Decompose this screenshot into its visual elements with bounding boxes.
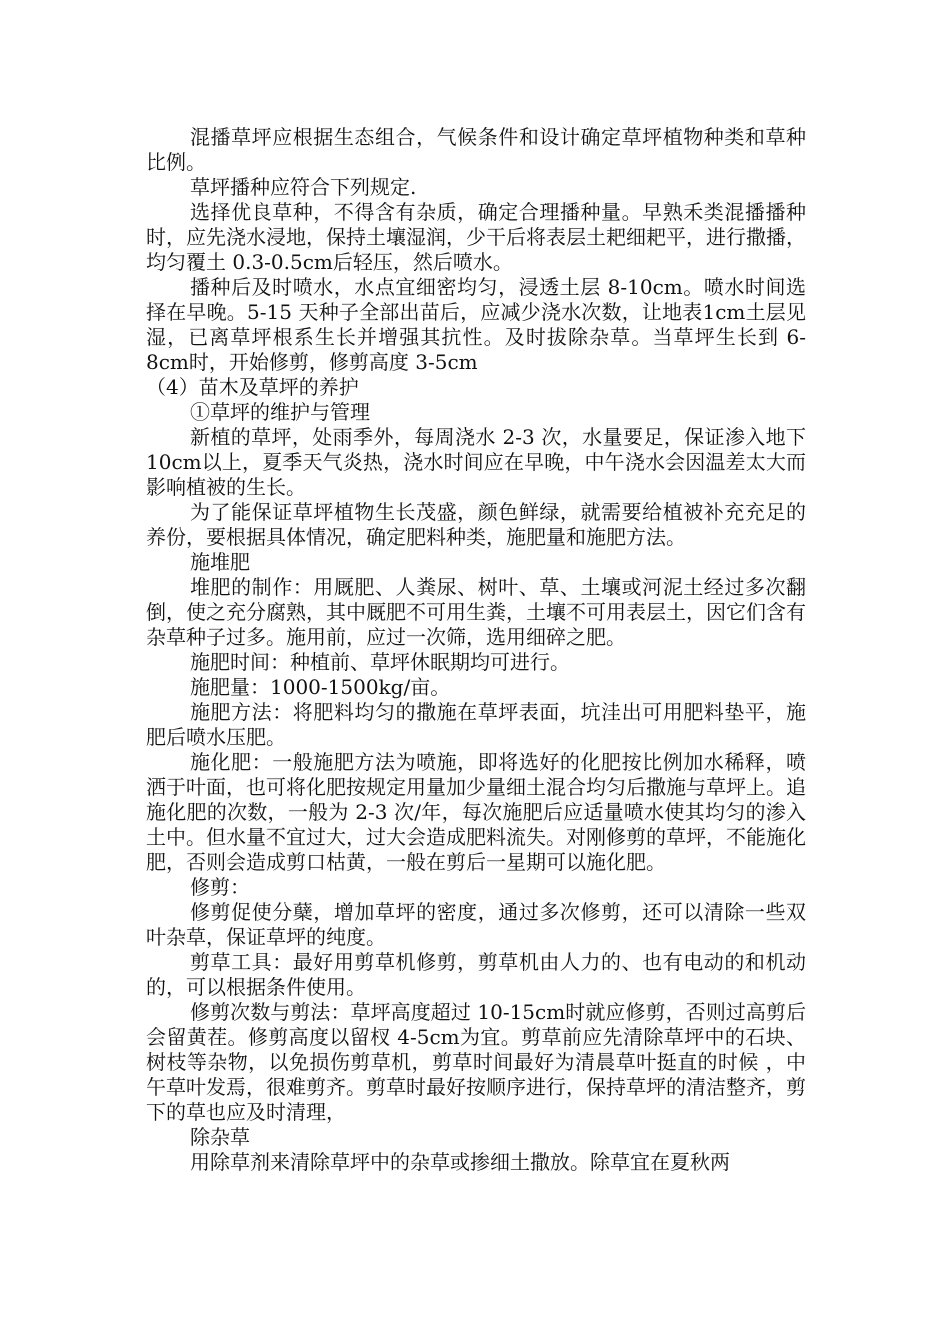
paragraph-nutrients: 为了能保证草坪植物生长茂盛，颜色鲜绿，就需要给植被补充充足的养份，要根据具体情况，确定肥料种类，施肥量和施肥方法。 [146,500,806,549]
heading-mowing: 修剪： [190,875,250,899]
paragraph-fertilizer-amount: 施肥量：1000-1500kg/亩。 [190,675,451,699]
paragraph-mixed-sowing: 混播草坪应根据生态组合，气候条件和设计确定草坪植物种类和草种比例。 [146,125,806,174]
paragraph-fertilizing-method: 施肥方法：将肥料均匀的撒施在草坪表面，坑洼出可用肥料垫平，施肥后喷水压肥。 [146,700,806,749]
paragraph-weeding: 用除草剂来清除草坪中的杂草或掺细土撒放。除草宜在夏秋两 [190,1150,730,1174]
paragraph-new-lawn-watering: 新植的草坪，处雨季外，每周浇水 2-3 次，水量要足，保证渗入地下 10cm以上，夏季天气炎热，浇水时间应在早晚，中午浇水会因温差太大而影响植被的生长。 [146,425,806,499]
heading-weeding: 除杂草 [190,1125,250,1149]
document-body [146,125,806,1175]
paragraph-mowing-benefits: 修剪促使分蘖，增加草坪的密度，通过多次修剪，还可以清除一些双叶杂草，保证草坪的纯度。 [146,900,806,949]
heading-compost: 施堆肥 [190,550,250,574]
paragraph-seed-selection: 选择优良草种，不得含有杂质，确定合理播种量。早熟禾类混播播种时，应先浇水浸地，保持土壤湿润，少干后将表层土耙细耙平，进行撒播，均匀覆土 0.3-0.5cm后轻压，然后喷水。 [146,200,806,274]
paragraph-mowing-tools: 剪草工具：最好用剪草机修剪，剪草机由人力的、也有电动的和机动的，可以根据条件使用。 [146,950,806,999]
subheading-lawn-management: ①草坪的维护与管理 [190,400,370,424]
paragraph-mowing-frequency: 修剪次数与剪法：草坪高度超过 10-15cm时就应修剪，否则过高剪后会留黄茬。修剪高度以留杈 4-5cm为宜。剪草前应先清除草坪中的石块、树枝等杂物，以免损伤剪草机，剪草时间最好为清晨草叶挺直的时候 ，中午草叶发焉，很难剪齐。剪草时最好按顺序进行，保持草坪的清洁整齐，剪下的草也应及时清理， [146,1000,806,1124]
paragraph-chemical-fertilizer: 施化肥：一般施肥方法为喷施，即将选好的化肥按比例加水稀释，喷洒于叶面，也可将化肥按规定用量加少量细土混合均匀后撒施与草坪上。追施化肥的次数，一般为 2-3 次/年，每次施肥后应适量喷水使其均匀的渗入土中。但水量不宜过大，过大会造成肥料流失。对刚修剪的草坪，不能施化肥，否则会造成剪口枯黄，一般在剪后一星期可以施化肥。 [146,750,806,874]
paragraph-fertilizing-time: 施肥时间：种植前、草坪休眠期均可进行。 [190,650,570,674]
paragraph-sowing-rules: 草坪播种应符合下列规定. [190,175,417,199]
paragraph-watering-after-sowing: 播种后及时喷水，水点宜细密均匀，浸透土层 8-10cm。喷水时间选择在早晚。5-15 天种子全部出苗后，应减少浇水次数，让地表1cm土层见湿，已离草坪根系生长并增强其抗性。及时拔除杂草。当草坪生长到 6-8cm时，开始修剪，修剪高度 3-5cm [146,275,806,374]
section-heading-maintenance: （4）苗木及草坪的养护 [146,375,359,399]
paragraph-compost-making: 堆肥的制作：用厩肥、人粪尿、树叶、草、土壤或河泥土经过多次翻倒，使之充分腐熟，其中厩肥不可用生粪，土壤不可用表层土，因它们含有杂草种子过多。施用前，应过一次筛，选用细碎之肥。 [146,575,806,649]
